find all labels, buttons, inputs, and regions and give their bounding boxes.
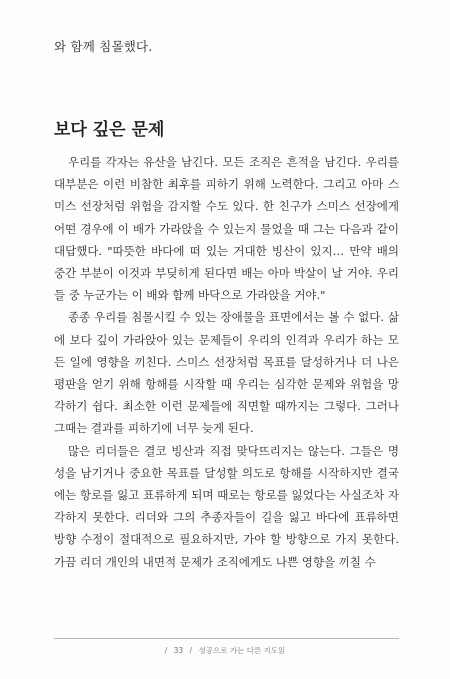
page-number: 33 [173, 646, 184, 655]
paragraph: 종종 우리를 침몰시킬 수 있는 장애물을 표면에서는 볼 수 없다. 삶에 보다 깊이 가라앉아 있는 문제들이 우리의 인격과 우리가 하는 모든 일에 영향을 끼친다. 스미스 선장처럼 목표를 달성하거나 더 나은 평판을 얻기 위해 항해를 시작할 때 우리는 심각한 문제와 위험을 망각하기 쉽다. 최소한 이런 문제들에 직면할 때까지는 그렇다. 그러나 그때는 결과를 피하기에 너무 늦게 된다. [54, 310, 399, 436]
body-text [54, 151, 399, 573]
paragraph: 우리를 각자는 유산을 남긴다. 모든 조직은 흔적을 남긴다. 우리를 대부분은 이런 비참한 최후를 피하기 위해 노력한다. 그리고 아마 스미스 선장처럼 위험을 감지할 수도 있다. 한 친구가 스미스 선장에게 어떤 경우에 이 배가 가라앉을 수 있는지 물었을 때 그는 다음과 같이 대답했다. "따뜻한 바다에 떠 있는 거대한 빙산이 있지… 만약 배의 중간 부분이 이것과 부딪히게 된다면 배는 아마 박살이 날 거야. 우리들 중 누군가는 이 배와 함께 바닥으로 가라앉을 거야." [54, 155, 399, 303]
footer-separator: / [189, 646, 193, 655]
page-footer [0, 645, 450, 656]
running-title: 성공으로 가는 다른 지도읽 [198, 646, 286, 655]
footer-separator: / [164, 646, 168, 655]
footer-divider [54, 638, 399, 639]
paragraph: 많은 리더들은 결코 빙산과 직접 맞닥뜨리지는 않는다. 그들은 명성을 남기거나 중요한 목표를 달성할 의도로 항해를 시작하지만 결국에는 항로를 잃고 표류하게 되며 때로는 항로를 잃었다는 사실조차 자각하지 못한다. 리더와 그의 추종자들이 길을 잃고 바다에 표류하면 방향 수정이 절대적으로 필요하지만, 가야 할 방향으로 가지 못한다. 가끔 리더 개인의 내면적 문제가 조직에게도 나쁜 영향을 끼칠 수 [54, 443, 399, 569]
section-title: 보다 깊은 문제 [54, 120, 165, 140]
continued-text: 와 함께 침몰했다. [54, 39, 153, 54]
